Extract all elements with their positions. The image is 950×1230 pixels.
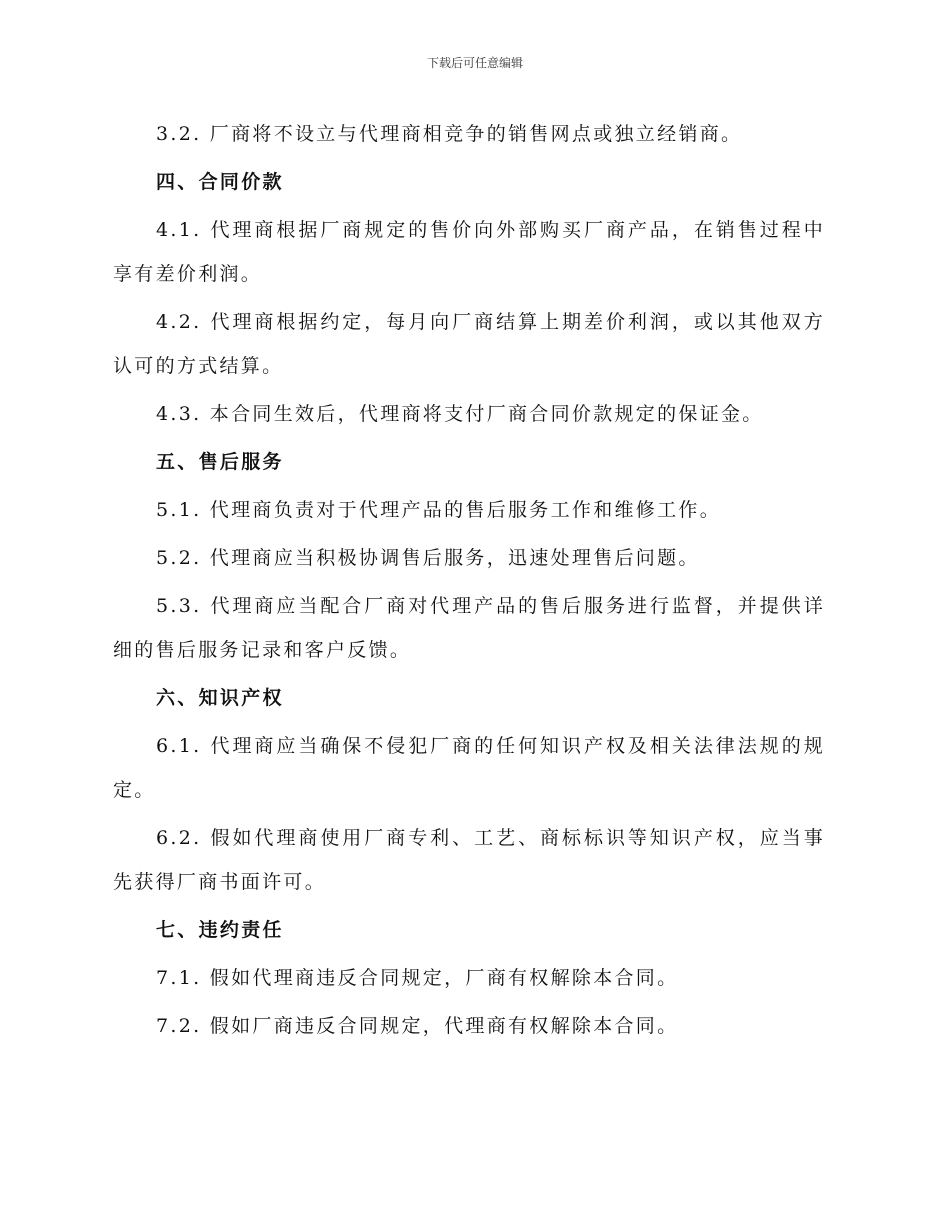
clause-5-1: 5.1. 代理商负责对于代理产品的售后服务工作和维修工作。 bbox=[156, 499, 721, 521]
document-body bbox=[113, 112, 825, 1052]
clause-6-1: 6.1. 代理商应当确保不侵犯厂商的任何知识产权及相关法律法规的规定。 bbox=[113, 735, 825, 801]
section-heading-6: 六、知识产权 bbox=[156, 687, 284, 709]
section-heading-5: 五、售后服务 bbox=[156, 451, 284, 473]
page-header: 下载后可任意编辑 bbox=[426, 56, 523, 70]
clause-6-2: 6.2. 假如代理商使用厂商专利、工艺、商标标识等知识产权，应当事先获得厂商书面许可。 bbox=[113, 827, 825, 893]
section-heading-4: 四、合同价款 bbox=[156, 171, 284, 193]
clause-5-2: 5.2. 代理商应当积极协调售后服务，迅速处理售后问题。 bbox=[156, 547, 700, 569]
clause-7-1: 7.1. 假如代理商违反合同规定，厂商有权解除本合同。 bbox=[156, 967, 679, 989]
clause-4-3: 4.3. 本合同生效后，代理商将支付厂商合同价款规定的保证金。 bbox=[156, 403, 764, 425]
clause-3-2: 3.2. 厂商将不设立与代理商相竞争的销售网点或独立经销商。 bbox=[156, 123, 743, 145]
clause-5-3: 5.3. 代理商应当配合厂商对代理产品的售后服务进行监督，并提供详细的售后服务记录和客户反馈。 bbox=[113, 595, 825, 661]
section-heading-7: 七、违约责任 bbox=[156, 919, 284, 941]
clause-7-2: 7.2. 假如厂商违反合同规定，代理商有权解除本合同。 bbox=[156, 1015, 679, 1037]
clause-4-2: 4.2. 代理商根据约定，每月向厂商结算上期差价利润，或以其他双方认可的方式结算。 bbox=[113, 311, 825, 377]
clause-4-1: 4.1. 代理商根据厂商规定的售价向外部购买厂商产品，在销售过程中享有差价利润。 bbox=[113, 219, 825, 285]
